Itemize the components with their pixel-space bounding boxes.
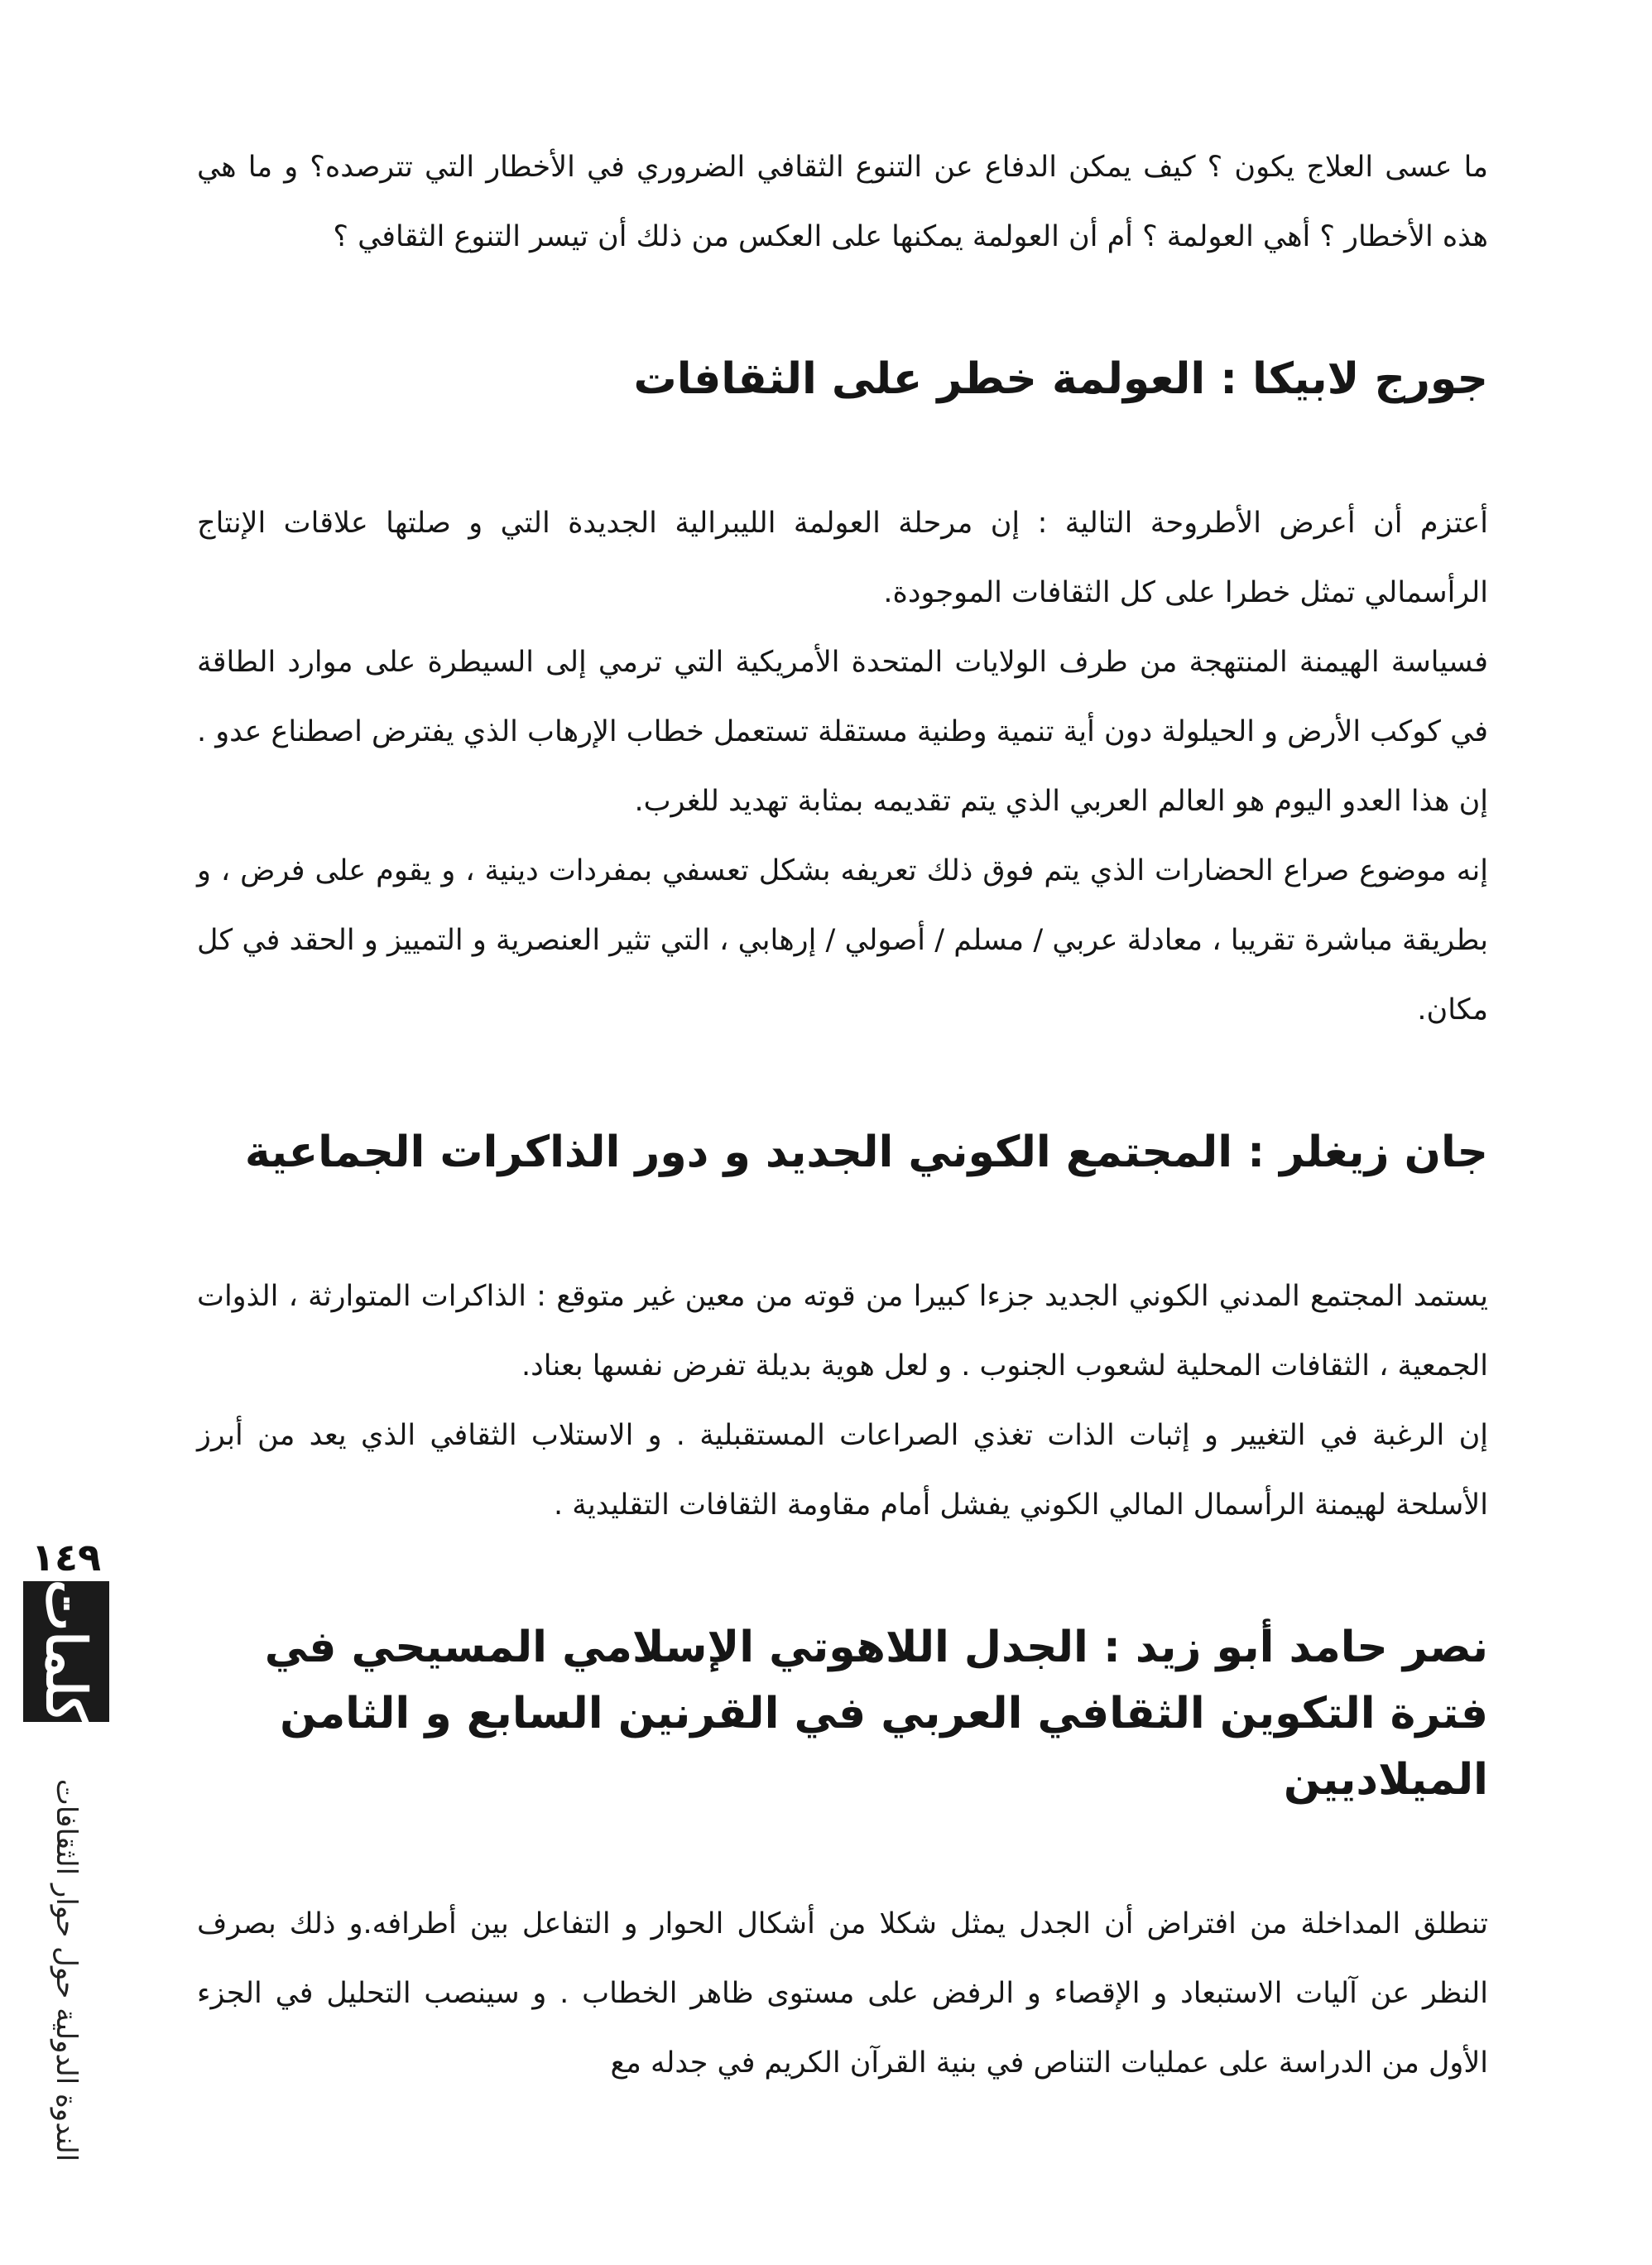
section-title-labica: جورج لابيكا : العولمة خطر على الثقافات xyxy=(633,354,1488,404)
brand-logo-text: كلمات xyxy=(34,1580,98,1724)
margin-caption xyxy=(23,1738,109,2202)
section-paragraph: فسياسة الهيمنة المنتهجة من طرف الولايات المتحدة الأمريكية التي ترمي إلى السيطرة على موارد الطاقة في كوكب الأرض و الحيلولة دون أية تنمية وطنية مستقلة تستعمل خطاب الإرهاب الذي يفترض اصطناع عدو . إن هذا العدو اليوم هو العالم العربي الذي يتم تقديمه بمثابة تهديد للغرب. xyxy=(197,646,1488,818)
page-content xyxy=(197,132,1488,2098)
section-title-abu-zaid: نصر حامد أبو زيد : الجدل اللاهوتي الإسلامي المسيحي في فترة التكوين الثقافي العربي في القرنين السابع و الثامن الميلاديين xyxy=(264,1623,1488,1805)
section-paragraph: تنطلق المداخلة من افتراض أن الجدل يمثل شكلا من أشكال الحوار و التفاعل بين أطرافه.و ذلك بصرف النظر عن آليات الاستبعاد و الإقصاء و الرفض على مستوى ظاهر الخطاب . و سينصب التحليل في الجزء الأول من الدراسة على عمليات التناص في بنية القرآن الكريم في جدله مع xyxy=(197,1907,1488,2080)
brand-strip xyxy=(23,1581,109,1722)
margin-caption-text: الندوة الدولية حول حوار الثقافات xyxy=(50,1778,83,2162)
section-paragraph: يستمد المجتمع المدني الكوني الجديد جزءا كبيرا من قوته من معين غير متوقع : الذاكرات المتوارثة ، الذوات الجمعية ، الثقافات المحلية لشعوب الجنوب . و لعل هوية بديلة تفرض نفسها بعناد. xyxy=(197,1280,1488,1383)
section-title-ziegler: جان زيغلر : المجتمع الكوني الجديد و دور الذاكرات الجماعية xyxy=(244,1128,1488,1177)
section-paragraph: إن الرغبة في التغيير و إثبات الذات تغذي الصراعات المستقبلية . و الاستلاب الثقافي الذي يعد من أبرز الأسلحة لهيمنة الرأسمال المالي الكوني يفشل أمام مقاومة الثقافات التقليدية . xyxy=(197,1419,1488,1522)
section-paragraph: إنه موضوع صراع الحضارات الذي يتم فوق ذلك تعريفه بشكل تعسفي بمفردات دينية ، و يقوم على فرض ، و بطريقة مباشرة تقريبا ، معادلة عربي / مسلم / أصولي / إرهابي ، التي تثير العنصرية و التمييز و الحقد في كل مكان. xyxy=(197,854,1488,1027)
page-number: ١٤٩ xyxy=(31,1535,102,1580)
intro-paragraph: ما عسى العلاج يكون ؟ كيف يمكن الدفاع عن التنوع الثقافي الضروري في الأخطار التي تترصده؟ و ما هي هذه الأخطار ؟ أهي العولمة ؟ أم أن العولمة يمكنها على العكس من ذلك أن تيسر التنوع الثقافي ؟ xyxy=(197,151,1488,253)
section-paragraph: أعتزم أن أعرض الأطروحة التالية : إن مرحلة العولمة الليبرالية الجديدة التي و صلتها علاقات الإنتاج الرأسمالي تمثل خطرا على كل الثقافات الموجودة. xyxy=(197,507,1488,609)
